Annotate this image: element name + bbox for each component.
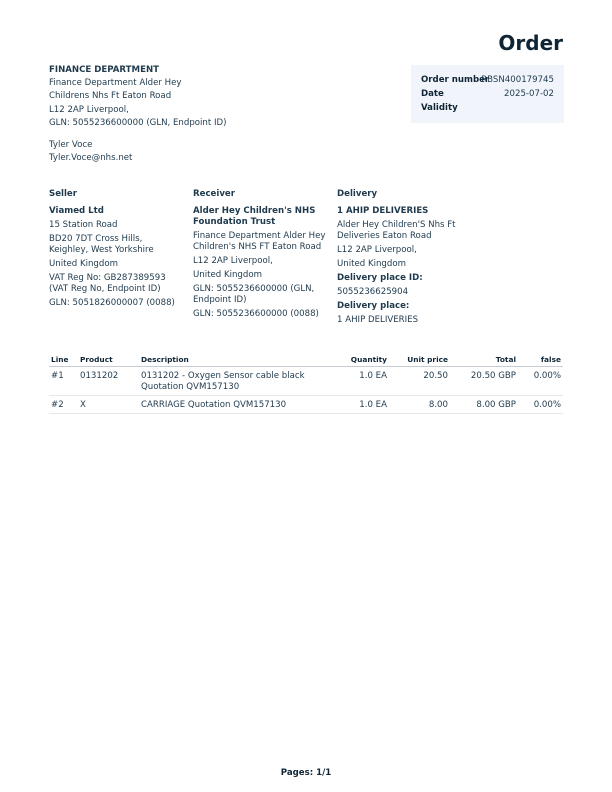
col-unit-price-header: Unit price bbox=[389, 350, 450, 367]
buyer-address-line: GLN: 5055236600000 (GLN, Endpoint ID) bbox=[49, 117, 227, 128]
cell-unit-price: 20.50 bbox=[389, 367, 450, 396]
buyer-address-line: L12 2AP Liverpool, bbox=[49, 104, 129, 115]
receiver-city: L12 2AP Liverpool, bbox=[193, 256, 273, 266]
cell-line: #1 bbox=[49, 367, 78, 396]
buyer-address-line: Finance Department Alder Hey Childrens Nhs Ft Eaton Road bbox=[49, 78, 182, 102]
cell-total: 8.00 GBP bbox=[450, 396, 518, 414]
cell-description: CARRIAGE Quotation QVM157130 bbox=[139, 396, 307, 414]
cell-extra: 0.00% bbox=[518, 396, 563, 414]
order-date-label: Date bbox=[421, 89, 444, 99]
delivery-place: 1 AHIP DELIVERIES bbox=[337, 315, 419, 325]
receiver-gln: GLN: 5055236600000 (GLN, Endpoint ID) bbox=[193, 284, 315, 305]
cell-line: #2 bbox=[49, 396, 78, 414]
cell-extra: 0.00% bbox=[518, 367, 563, 396]
delivery-place-id-label: Delivery place ID: bbox=[337, 273, 423, 283]
col-product-header: Product bbox=[78, 350, 139, 367]
cell-unit-price: 8.00 bbox=[389, 396, 450, 414]
buyer-contact-name: Tyler Voce bbox=[49, 140, 93, 151]
delivery-place-id: 5055236625904 bbox=[337, 287, 409, 297]
order-date-row bbox=[421, 87, 554, 101]
cell-quantity: 1.0 EA bbox=[307, 396, 389, 414]
order-number-value: RBSN400179745 bbox=[481, 75, 554, 85]
col-description-header: Description bbox=[139, 350, 307, 367]
seller-block bbox=[49, 189, 184, 312]
table-header-row bbox=[49, 350, 563, 367]
receiver-heading: Receiver bbox=[193, 189, 235, 199]
seller-gln: GLN: 5051826000007 (0088) bbox=[49, 298, 175, 308]
delivery-heading: Delivery bbox=[337, 189, 378, 199]
cell-product: 0131202 bbox=[78, 367, 139, 396]
cell-product: X bbox=[78, 396, 139, 414]
receiver-block bbox=[193, 189, 328, 323]
order-date-value: 2025-07-02 bbox=[504, 89, 554, 99]
order-validity-label: Validity bbox=[421, 103, 458, 113]
table-row bbox=[49, 396, 563, 414]
order-meta-box bbox=[411, 65, 564, 123]
receiver-name: Alder Hey Children's NHS Foundation Trust bbox=[193, 206, 316, 227]
receiver-country: United Kingdom bbox=[193, 270, 262, 280]
col-quantity-header: Quantity bbox=[307, 350, 389, 367]
cell-total: 20.50 GBP bbox=[450, 367, 518, 396]
receiver-gln: GLN: 5055236600000 (0088) bbox=[193, 309, 319, 319]
cell-quantity: 1.0 EA bbox=[307, 367, 389, 396]
buyer-department: FINANCE DEPARTMENT bbox=[49, 65, 160, 75]
seller-country: United Kingdom bbox=[49, 259, 118, 269]
order-number-row bbox=[421, 73, 554, 87]
buyer-contact-email: Tyler.Voce@nhs.net bbox=[49, 153, 133, 164]
receiver-street: Finance Department Alder Hey Children's NHS FT Eaton Road bbox=[193, 231, 326, 252]
order-validity-row bbox=[421, 101, 554, 115]
table-row bbox=[49, 367, 563, 396]
col-line-header: Line bbox=[49, 350, 78, 367]
delivery-block bbox=[337, 189, 472, 329]
delivery-country: United Kingdom bbox=[337, 259, 406, 269]
delivery-street: Alder Hey Children'S Nhs Ft Deliveries Eaton Road bbox=[337, 220, 456, 241]
delivery-name: 1 AHIP DELIVERIES bbox=[337, 206, 429, 216]
seller-heading: Seller bbox=[49, 189, 77, 199]
order-lines-table bbox=[49, 350, 563, 414]
page-count: Pages: 1/1 bbox=[280, 768, 332, 778]
buyer-block bbox=[49, 64, 379, 165]
cell-description: 0131202 - Oxygen Sensor cable black Quotation QVM157130 bbox=[139, 367, 307, 396]
col-total-header: Total bbox=[450, 350, 518, 367]
seller-name: Viamed Ltd bbox=[49, 206, 104, 216]
document-title: Order bbox=[498, 31, 563, 55]
delivery-city: L12 2AP Liverpool, bbox=[337, 245, 417, 255]
seller-city: BD20 7DT Cross Hills, Keighley, West Yorkshire bbox=[49, 234, 154, 255]
order-number-label: Order number bbox=[421, 75, 490, 85]
seller-vat: VAT Reg No: GB287389593 (VAT Reg No, Endpoint ID) bbox=[49, 273, 166, 294]
col-extra-header: false bbox=[518, 350, 563, 367]
seller-street: 15 Station Road bbox=[49, 220, 118, 230]
delivery-place-label: Delivery place: bbox=[337, 301, 410, 311]
